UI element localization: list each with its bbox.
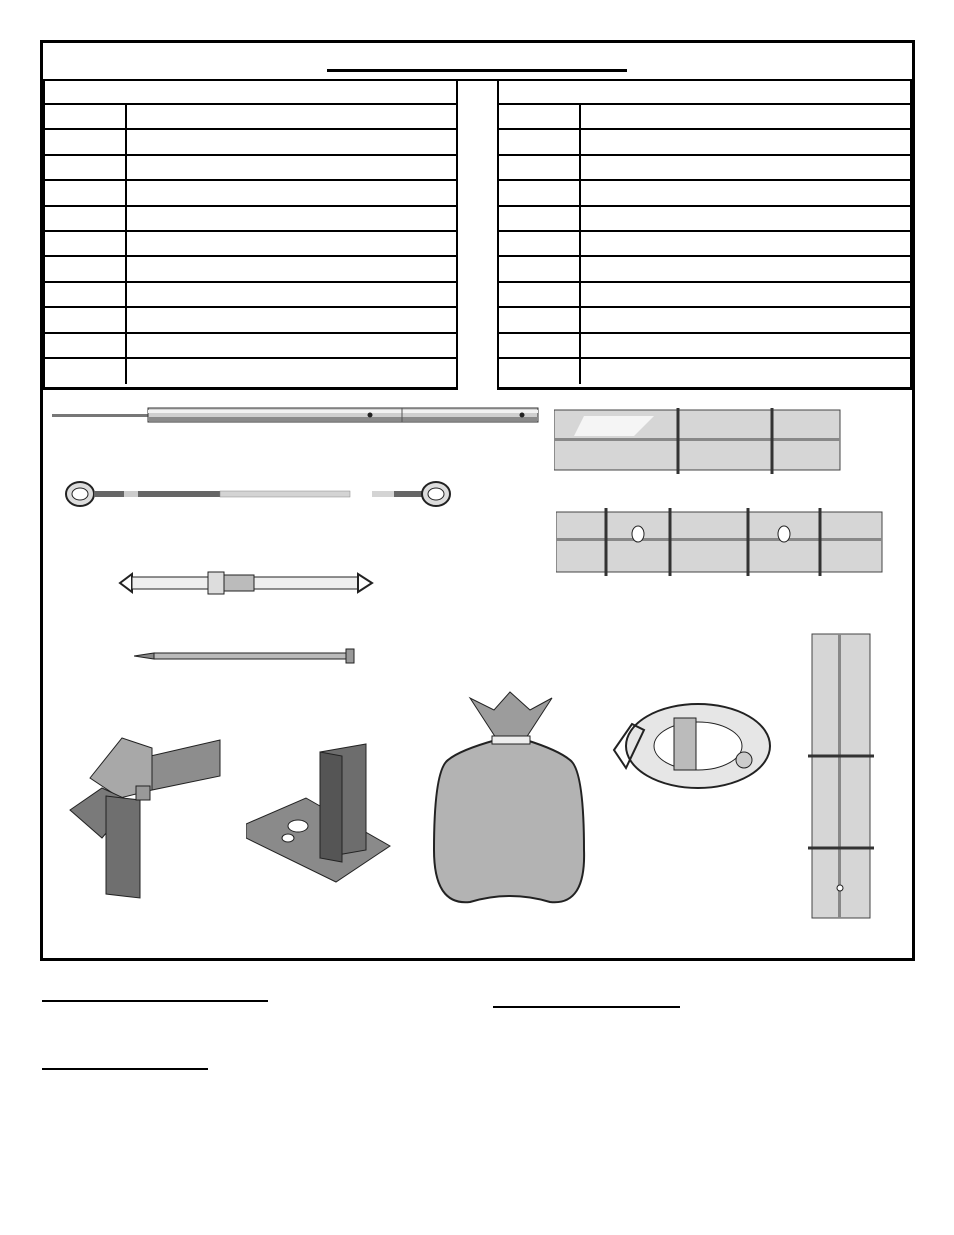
pole-icon [52, 404, 542, 426]
qty-cell [499, 359, 581, 384]
table-row [45, 257, 456, 282]
table-row [499, 156, 910, 181]
section-underline [42, 1000, 268, 1002]
title-underline [327, 69, 627, 72]
table-header [45, 81, 456, 105]
description-cell [127, 308, 456, 331]
table-row [499, 105, 910, 130]
description-cell [581, 359, 910, 384]
table-row [45, 232, 456, 257]
table-row [499, 207, 910, 232]
description-cell [127, 156, 456, 179]
base-plate-icon [246, 742, 392, 884]
table-row [499, 130, 910, 155]
table-row [499, 359, 910, 384]
qty-cell [45, 359, 127, 384]
table-row [499, 257, 910, 282]
description-cell [581, 181, 910, 204]
qty-cell [45, 257, 127, 280]
qty-cell [45, 283, 127, 306]
qty-cell [45, 207, 127, 230]
qty-cell [45, 232, 127, 255]
table-row [45, 308, 456, 333]
qty-cell [45, 308, 127, 331]
qty-cell [499, 257, 581, 280]
description-cell [127, 181, 456, 204]
table-row [45, 359, 456, 384]
description-cell [581, 105, 910, 128]
description-cell [127, 130, 456, 153]
description-cell [127, 283, 456, 306]
description-cell [127, 105, 456, 128]
qty-cell [499, 207, 581, 230]
panel-keyhole-icon [556, 508, 884, 578]
table-row [45, 283, 456, 308]
parts-table-right [497, 81, 912, 390]
description-cell [581, 232, 910, 255]
qty-cell [499, 130, 581, 153]
table-row [45, 181, 456, 206]
panel-vertical-icon [808, 632, 874, 920]
qty-cell [45, 105, 127, 128]
description-cell [581, 156, 910, 179]
description-cell [581, 207, 910, 230]
section-underline [42, 1068, 208, 1070]
qty-cell [499, 283, 581, 306]
description-cell [127, 232, 456, 255]
stake-icon [134, 646, 358, 666]
qty-cell [499, 334, 581, 357]
description-cell [581, 257, 910, 280]
qty-cell [45, 130, 127, 153]
description-cell [581, 308, 910, 331]
cable-icon [64, 478, 454, 510]
description-cell [581, 130, 910, 153]
parts-table-left [43, 81, 458, 390]
description-cell [127, 257, 456, 280]
ratchet-strap-icon [118, 568, 378, 598]
table-row [45, 156, 456, 181]
qty-cell [499, 156, 581, 179]
corner-connector-icon [62, 728, 222, 900]
qty-cell [45, 181, 127, 204]
sandbag-icon [430, 690, 590, 910]
description-cell [127, 359, 456, 384]
panel-icon [554, 408, 842, 476]
description-cell [581, 334, 910, 357]
description-cell [127, 334, 456, 357]
table-row [45, 130, 456, 155]
qty-cell [45, 156, 127, 179]
table-row [499, 232, 910, 257]
table-row [499, 181, 910, 206]
table-row [45, 334, 456, 359]
qty-cell [499, 308, 581, 331]
qty-cell [499, 181, 581, 204]
table-row [499, 308, 910, 333]
table-row [45, 105, 456, 130]
qty-cell [499, 232, 581, 255]
strap-coil-icon [608, 668, 778, 796]
table-row [499, 283, 910, 308]
qty-cell [45, 334, 127, 357]
table-row [45, 207, 456, 232]
description-cell [581, 283, 910, 306]
section-underline [493, 1006, 680, 1008]
table-row [499, 334, 910, 359]
description-cell [127, 207, 456, 230]
table-header [499, 81, 910, 105]
qty-cell [499, 105, 581, 128]
